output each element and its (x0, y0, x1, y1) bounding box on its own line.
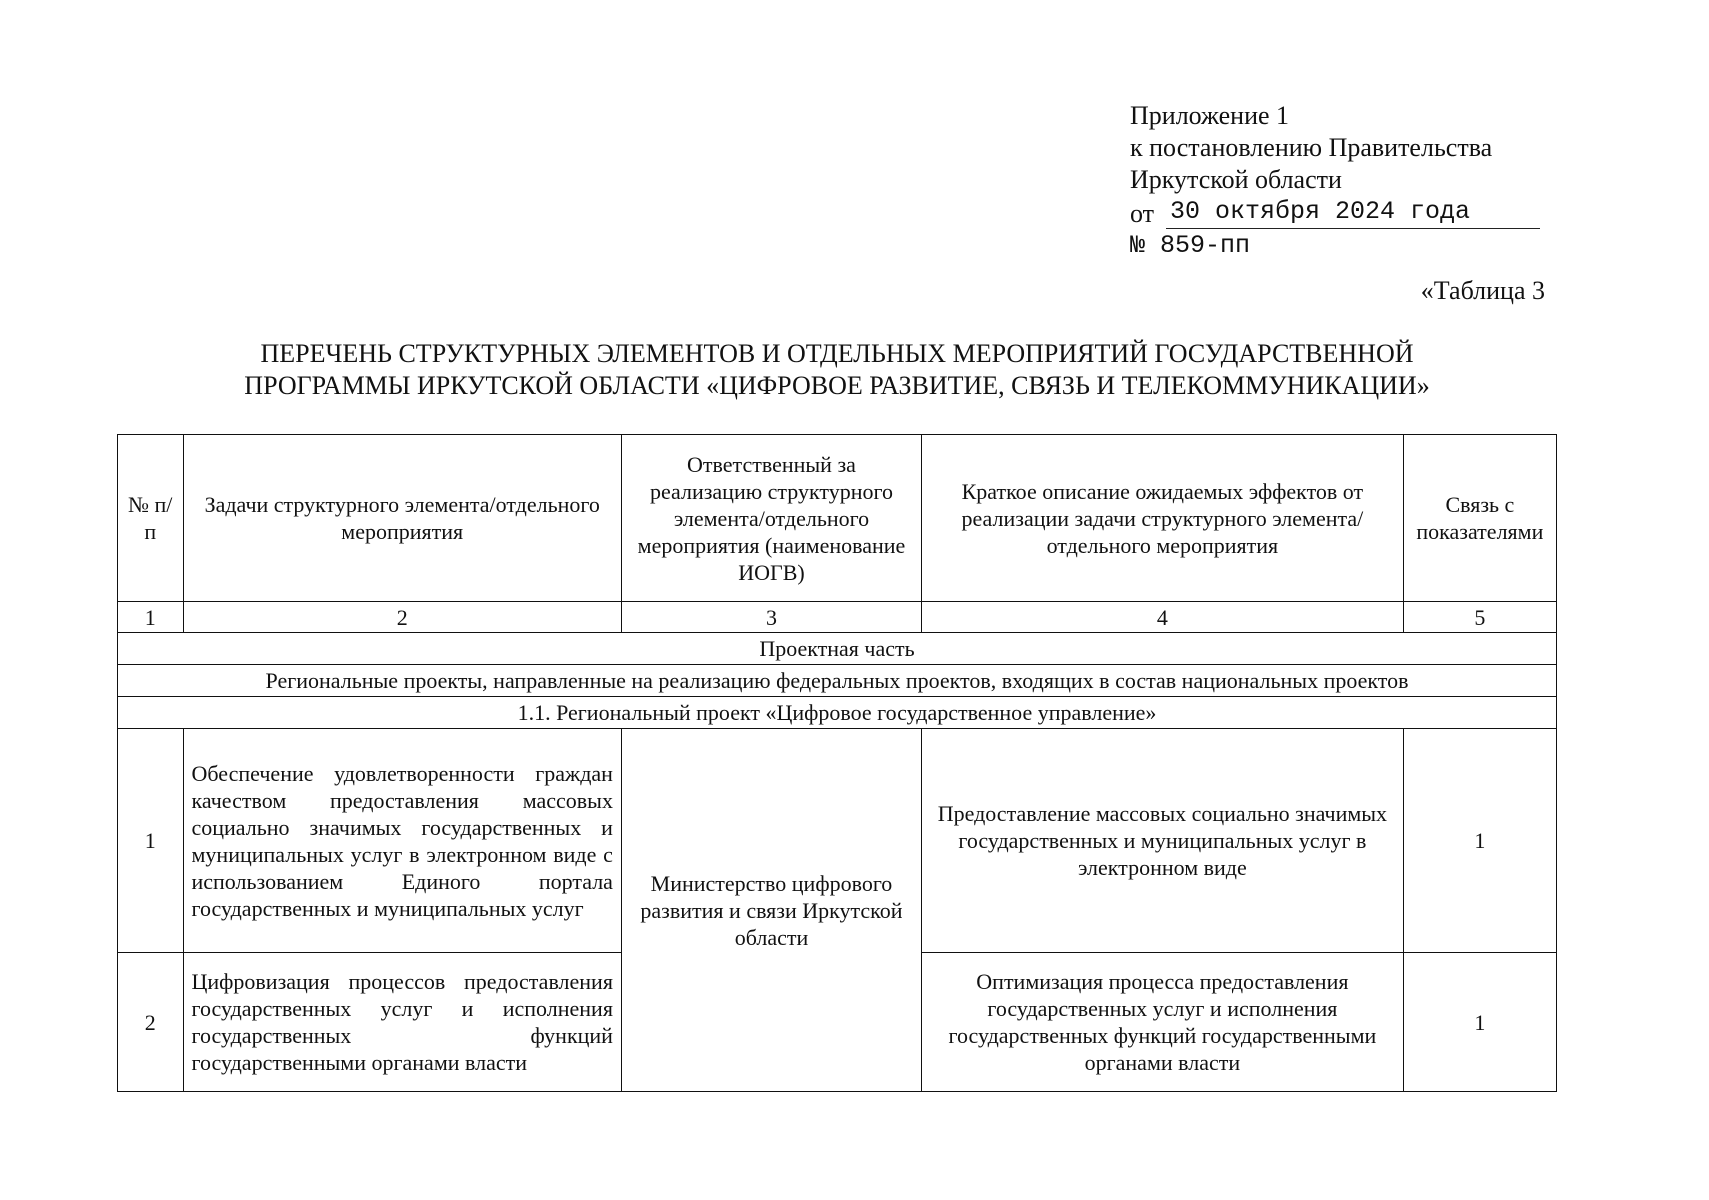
column-number: 3 (621, 602, 921, 633)
header-responsible: Ответственный за реализацию структурного элемента/отдельного мероприятия (наименование ИОГВ) (621, 435, 921, 602)
header-task: Задачи структурного элемента/отдельного мероприятия (183, 435, 621, 602)
column-number: 5 (1403, 602, 1556, 633)
approval-header (1130, 100, 1492, 262)
resolution-number: № 859-пп (1130, 231, 1251, 260)
section-row (118, 697, 1557, 729)
appendix-label: Приложение 1 (1130, 101, 1290, 130)
region-label: Иркутской области (1130, 165, 1342, 194)
title-line-2: ПРОГРАММЫ ИРКУТСКОЙ ОБЛАСТИ «ЦИФРОВОЕ РАЗВИТИЕ, СВЯЗЬ И ТЕЛЕКОММУНИКАЦИИ» (244, 371, 1430, 400)
column-number-row (118, 602, 1557, 633)
date-line (1130, 196, 1492, 230)
header-effect: Краткое описание ожидаемых эффектов от реализации задачи структурного элемента/отдельного мероприятия (922, 435, 1404, 602)
section-digital-governance: 1.1. Региональный проект «Цифровое государственное управление» (118, 697, 1557, 729)
column-number: 2 (183, 602, 621, 633)
row-task: Обеспечение удовлетворенности граждан качеством предоставления массовых социально значимых государственных и муниципальных услуг в электронном виде с использованием Единого портала государственных и муниципальных услуг (183, 729, 621, 953)
row-link: 1 (1403, 953, 1556, 1092)
section-row (118, 633, 1557, 665)
column-number: 4 (922, 602, 1404, 633)
header-num: № п/п (118, 435, 184, 602)
table-header-row (118, 435, 1557, 602)
row-link: 1 (1403, 729, 1556, 953)
table-row (118, 729, 1557, 953)
row-task: Цифровизация процессов предоставления государственных услуг и исполнения государственных функций государственными органами власти (183, 953, 621, 1092)
column-number: 1 (118, 602, 184, 633)
structural-elements-table (117, 434, 1557, 1092)
header-link: Связь с показателями (1403, 435, 1556, 602)
row-responsible: Министерство цифрового развития и связи Иркутской области (621, 729, 921, 1092)
title-line-1: ПЕРЕЧЕНЬ СТРУКТУРНЫХ ЭЛЕМЕНТОВ И ОТДЕЛЬНЫХ МЕРОПРИЯТИЙ ГОСУДАРСТВЕННОЙ (260, 339, 1414, 368)
row-effect: Оптимизация процесса предоставления государственных услуг и исполнения государственных функций государственными органами власти (922, 953, 1404, 1092)
table-label: «Таблица 3 (1420, 276, 1545, 305)
resolution-label: к постановлению Правительства (1130, 133, 1493, 162)
resolution-date: 30 октября 2024 года (1166, 196, 1540, 229)
section-project-part: Проектная часть (118, 633, 1557, 665)
row-number: 1 (118, 729, 184, 953)
section-row (118, 665, 1557, 697)
row-number: 2 (118, 953, 184, 1092)
document-title (117, 338, 1557, 402)
row-effect: Предоставление массовых социально значимых государственных и муниципальных услуг в электронном виде (922, 729, 1404, 953)
section-regional-projects: Региональные проекты, направленные на реализацию федеральных проектов, входящих в состав национальных проектов (118, 665, 1557, 697)
date-prefix: от (1130, 199, 1155, 228)
